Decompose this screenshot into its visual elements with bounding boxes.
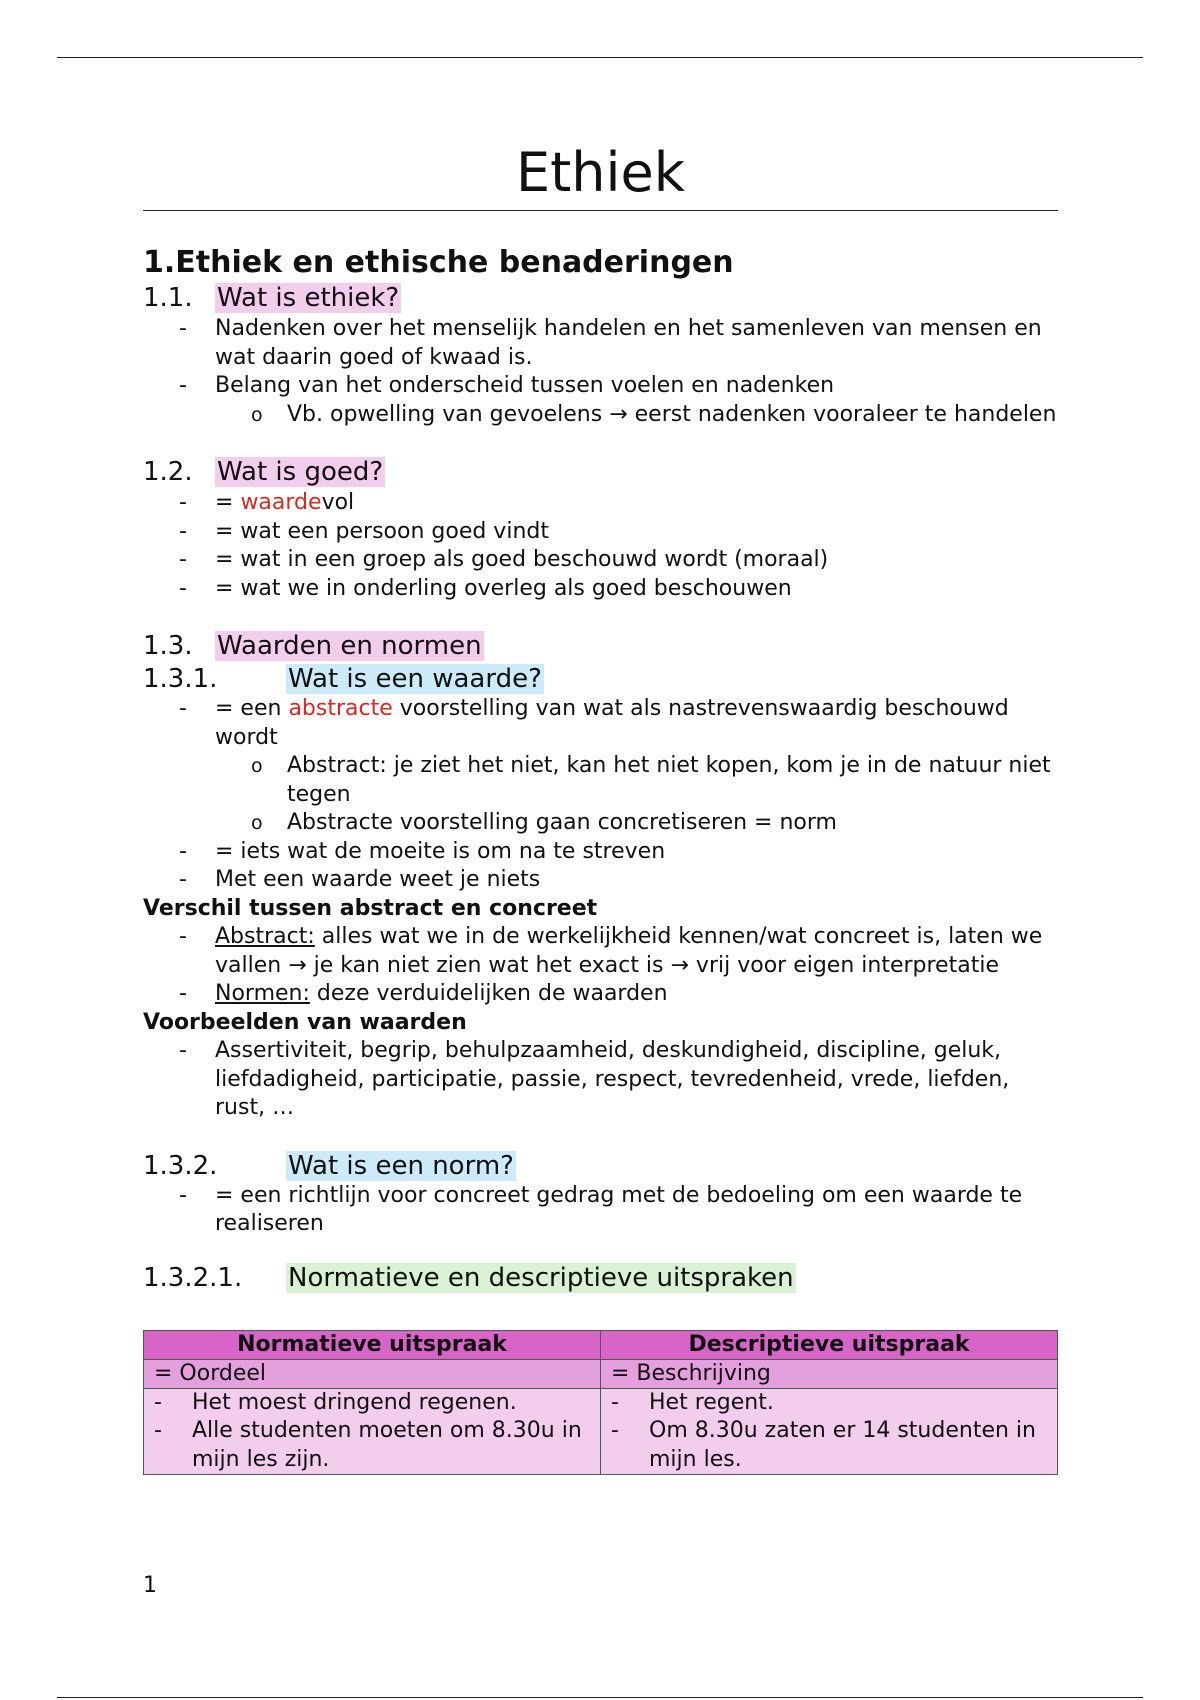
section-1-3-2-number: 1.3.2. (143, 1150, 218, 1181)
voorbeelden-heading: Voorbeelden van waarden (143, 1009, 467, 1035)
list-item: - Alle studenten moeten om 8.30u in mijn les zijn. (144, 1417, 600, 1474)
section-1-3-2-title: Wat is een norm? (288, 1150, 514, 1181)
list-item: - Nadenken over het menselijk handelen en het samenleven van mensen en wat daarin goed of kwaad is. (143, 315, 1058, 372)
section-1-2-title: Wat is goed? (217, 457, 384, 487)
section-1-3-2-list (143, 1182, 1058, 1239)
column-header: Normatieve uitspraak (144, 1330, 601, 1359)
list-item (143, 923, 1058, 980)
list-item: - Om 8.30u zaten er 14 studenten in mijn les. (601, 1417, 1057, 1474)
abstract-label: Abstract: (215, 924, 315, 949)
list-item-suffix: vol (321, 490, 355, 515)
verschil-list (143, 923, 1058, 1009)
section-1-2-heading (143, 456, 1058, 489)
verschil-heading: Verschil tussen abstract en concreet (143, 895, 598, 921)
table-row (144, 1388, 1058, 1475)
section-1-2-number: 1.2. (143, 457, 193, 487)
section-1-1-list (143, 315, 1058, 429)
section-1-3-1-number: 1.3.1. (143, 664, 218, 694)
section-1-3-number: 1.3. (143, 631, 193, 661)
list-item: - = iets wat de moeite is om na te streven (143, 838, 1058, 867)
highlighted-term: waarde (240, 490, 322, 515)
normen-label: Normen: (215, 981, 310, 1006)
section-1-3-1-title: Wat is een waarde? (288, 664, 542, 694)
header-rule (57, 57, 1143, 58)
section-1-3-2-heading (143, 1150, 1058, 1182)
column-header: Descriptieve uitspraak (601, 1330, 1058, 1359)
normen-text: deze verduidelijken de waarden (309, 981, 668, 1006)
list-item-prefix: = (215, 490, 241, 515)
sub-list (215, 401, 1058, 430)
list-item: - = wat in een groep als goed beschouwd wordt (moraal) (143, 546, 1058, 575)
table-cell (601, 1388, 1058, 1475)
section-1-3-2-1-title: Normatieve en descriptieve uitspraken (288, 1262, 794, 1293)
document-title: Ethiek (515, 141, 685, 204)
document-content (143, 244, 1058, 1475)
section-1-3-1-list (143, 695, 1058, 895)
list-item: - Met een waarde weet je niets (143, 866, 1058, 895)
section-1-1-heading (143, 282, 1058, 315)
list-item: - = wat we in onderling overleg als goed beschouwen (143, 575, 1058, 604)
section-1-3-1-heading (143, 663, 1058, 695)
list-item: - = wat een persoon goed vindt (143, 518, 1058, 547)
list-item: - Assertiviteit, begrip, behulpzaamheid, deskundigheid, discipline, geluk, liefdadigheid, participatie, passie, respect, tevredenheid, vrede, liefden, rust, … (143, 1037, 1058, 1123)
footer-rule (57, 1697, 1143, 1698)
section-1-3-title: Waarden en normen (217, 631, 482, 661)
section-1-title: Ethiek en ethische benaderingen (175, 245, 734, 280)
list-item-suffix: voorstelling van wat als nastrevenswaardig beschouwd wordt (215, 696, 1009, 750)
table-cell: = Beschrijving (601, 1359, 1058, 1388)
sub-list-item: o Abstract: je ziet het niet, kan het niet kopen, kom je in de natuur niet tegen (215, 752, 1058, 809)
highlighted-term: abstracte (288, 696, 393, 721)
table-cell: = Oordeel (144, 1359, 601, 1388)
list-item: - Het moest dringend regenen. (144, 1389, 600, 1418)
section-1-1-title: Wat is ethiek? (217, 283, 400, 313)
list-item: - Het regent. (601, 1389, 1057, 1418)
list-item (143, 372, 1058, 429)
section-1-heading (143, 244, 1058, 282)
section-1-number: 1. (143, 245, 176, 280)
descriptief-examples (601, 1389, 1057, 1475)
title-underline (143, 210, 1058, 211)
section-1-3-2-1-heading (143, 1261, 1058, 1295)
sub-list (215, 752, 1058, 838)
sub-list-item: o Vb. opwelling van gevoelens → eerst nadenken vooraleer te handelen (215, 401, 1058, 430)
list-item (143, 489, 1058, 518)
table-header-row (144, 1330, 1058, 1359)
normatief-examples (144, 1389, 600, 1475)
comparison-table (143, 1330, 1058, 1476)
section-1-3-2-1-number: 1.3.2.1. (143, 1262, 243, 1293)
page-number: 1 (143, 1573, 157, 1598)
list-item-prefix: = een (215, 696, 289, 721)
list-item (143, 980, 1058, 1009)
sub-list-item: o Abstracte voorstelling gaan concretiseren = norm (215, 809, 1058, 838)
voorbeelden-list (143, 1037, 1058, 1123)
section-1-2-list (143, 489, 1058, 603)
section-1-1-number: 1.1. (143, 283, 193, 313)
list-item-text: Belang van het onderscheid tussen voelen en nadenken (215, 373, 835, 398)
list-item (143, 695, 1058, 838)
table-cell (144, 1388, 601, 1475)
table-row (144, 1359, 1058, 1388)
abstract-text: alles wat we in de werkelijkheid kennen/wat concreet is, laten we vallen → je kan niet zien wat het exact is → vrij voor eigen interpretatie (215, 924, 1043, 978)
list-item: - = een richtlijn voor concreet gedrag met de bedoeling om een waarde te realiseren (143, 1182, 1058, 1239)
section-1-3-heading (143, 630, 1058, 663)
